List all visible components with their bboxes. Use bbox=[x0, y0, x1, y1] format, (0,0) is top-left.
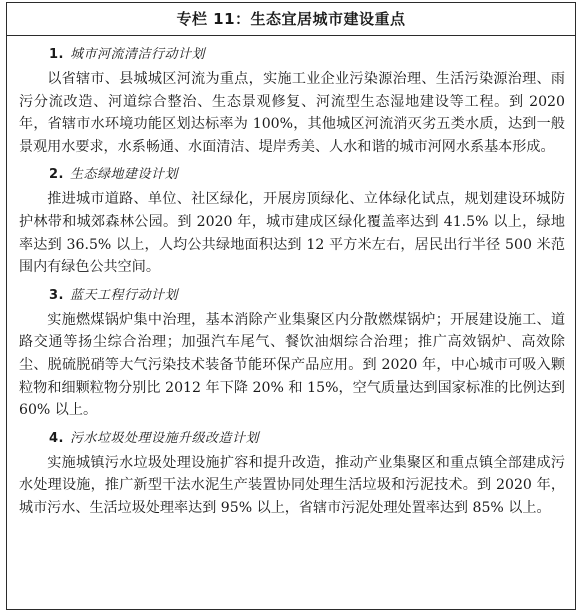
section-heading-label: 城市河流清洁行动计划 bbox=[69, 47, 205, 62]
column-title: 专栏 11：生态宜居城市建设重点 bbox=[7, 3, 575, 36]
section-heading-label: 生态绿地建设计划 bbox=[69, 167, 178, 183]
section-blue-sky bbox=[19, 283, 565, 422]
section-green-space bbox=[19, 162, 565, 278]
section-number: 1. bbox=[49, 47, 64, 62]
section-heading bbox=[19, 162, 565, 188]
section-body: 实施燃煤锅炉集中治理，基本消除产业集聚区内分散燃煤锅炉；开展建设施工、道路交通等扬尘综合治理；加强汽车尾气、餐饮油烟综合治理；推广高效锅炉、高效除尘、脱硫脱硝等大气污染技术装备节能环保产品应用。到 2020 年，中心城市可吸入颗粒物和细颗粒物分别比 2012 年下降 20% 和 15%，空气质量达到国家标准的比例达到 60% 以上。 bbox=[19, 311, 565, 419]
column-content bbox=[7, 36, 575, 520]
section-heading bbox=[19, 42, 565, 68]
section-body: 实施城镇污水垃圾处理设施扩容和提升改造，推动产业集聚区和重点镇全部建成污水处理设施，推广新型干法水泥生产装置协同处理生活垃圾和污泥技术。到 2020 年，城市污水、生活垃圾处理率达到 95% 以上，省辖市污泥处理处置率达到 85% 以上。 bbox=[19, 454, 565, 516]
section-heading bbox=[19, 426, 565, 452]
special-column-box bbox=[6, 2, 576, 610]
section-heading-label: 污水垃圾处理设施升级改造计划 bbox=[69, 430, 259, 446]
section-number: 4. bbox=[49, 430, 64, 446]
section-body: 推进城市道路、单位、社区绿化，开展房顶绿化、立体绿化试点，规划建设环城防护林带和城郊森林公园。到 2020 年，城市建成区绿化覆盖率达到 41.5% 以上，绿地率达到 36.5% 以上，人均公共绿地面积达到 12 平方米左右，居民出行半径 500 米范围内有绿色公共空间。 bbox=[19, 191, 565, 276]
section-river-cleaning bbox=[19, 42, 565, 158]
section-body: 以省辖市、县城城区河流为重点，实施工业企业污染源治理、生活污染源治理、雨污分流改造、河道综合整治、生态景观修复、河流型生态湿地建设等工程。到 2020 年，省辖市水环境功能区划达标率为 100%，其他城区河流消灭劣五类水质，达到一般景观用水要求，水系畅通、水面清洁、堤岸秀美、人水和谐的城市河网水系基本形成。 bbox=[19, 71, 565, 155]
section-number: 3. bbox=[49, 287, 64, 303]
section-number: 2. bbox=[49, 167, 64, 183]
section-sewage-garbage bbox=[19, 426, 565, 520]
section-heading-label: 蓝天工程行动计划 bbox=[69, 287, 178, 303]
section-heading bbox=[19, 283, 565, 309]
